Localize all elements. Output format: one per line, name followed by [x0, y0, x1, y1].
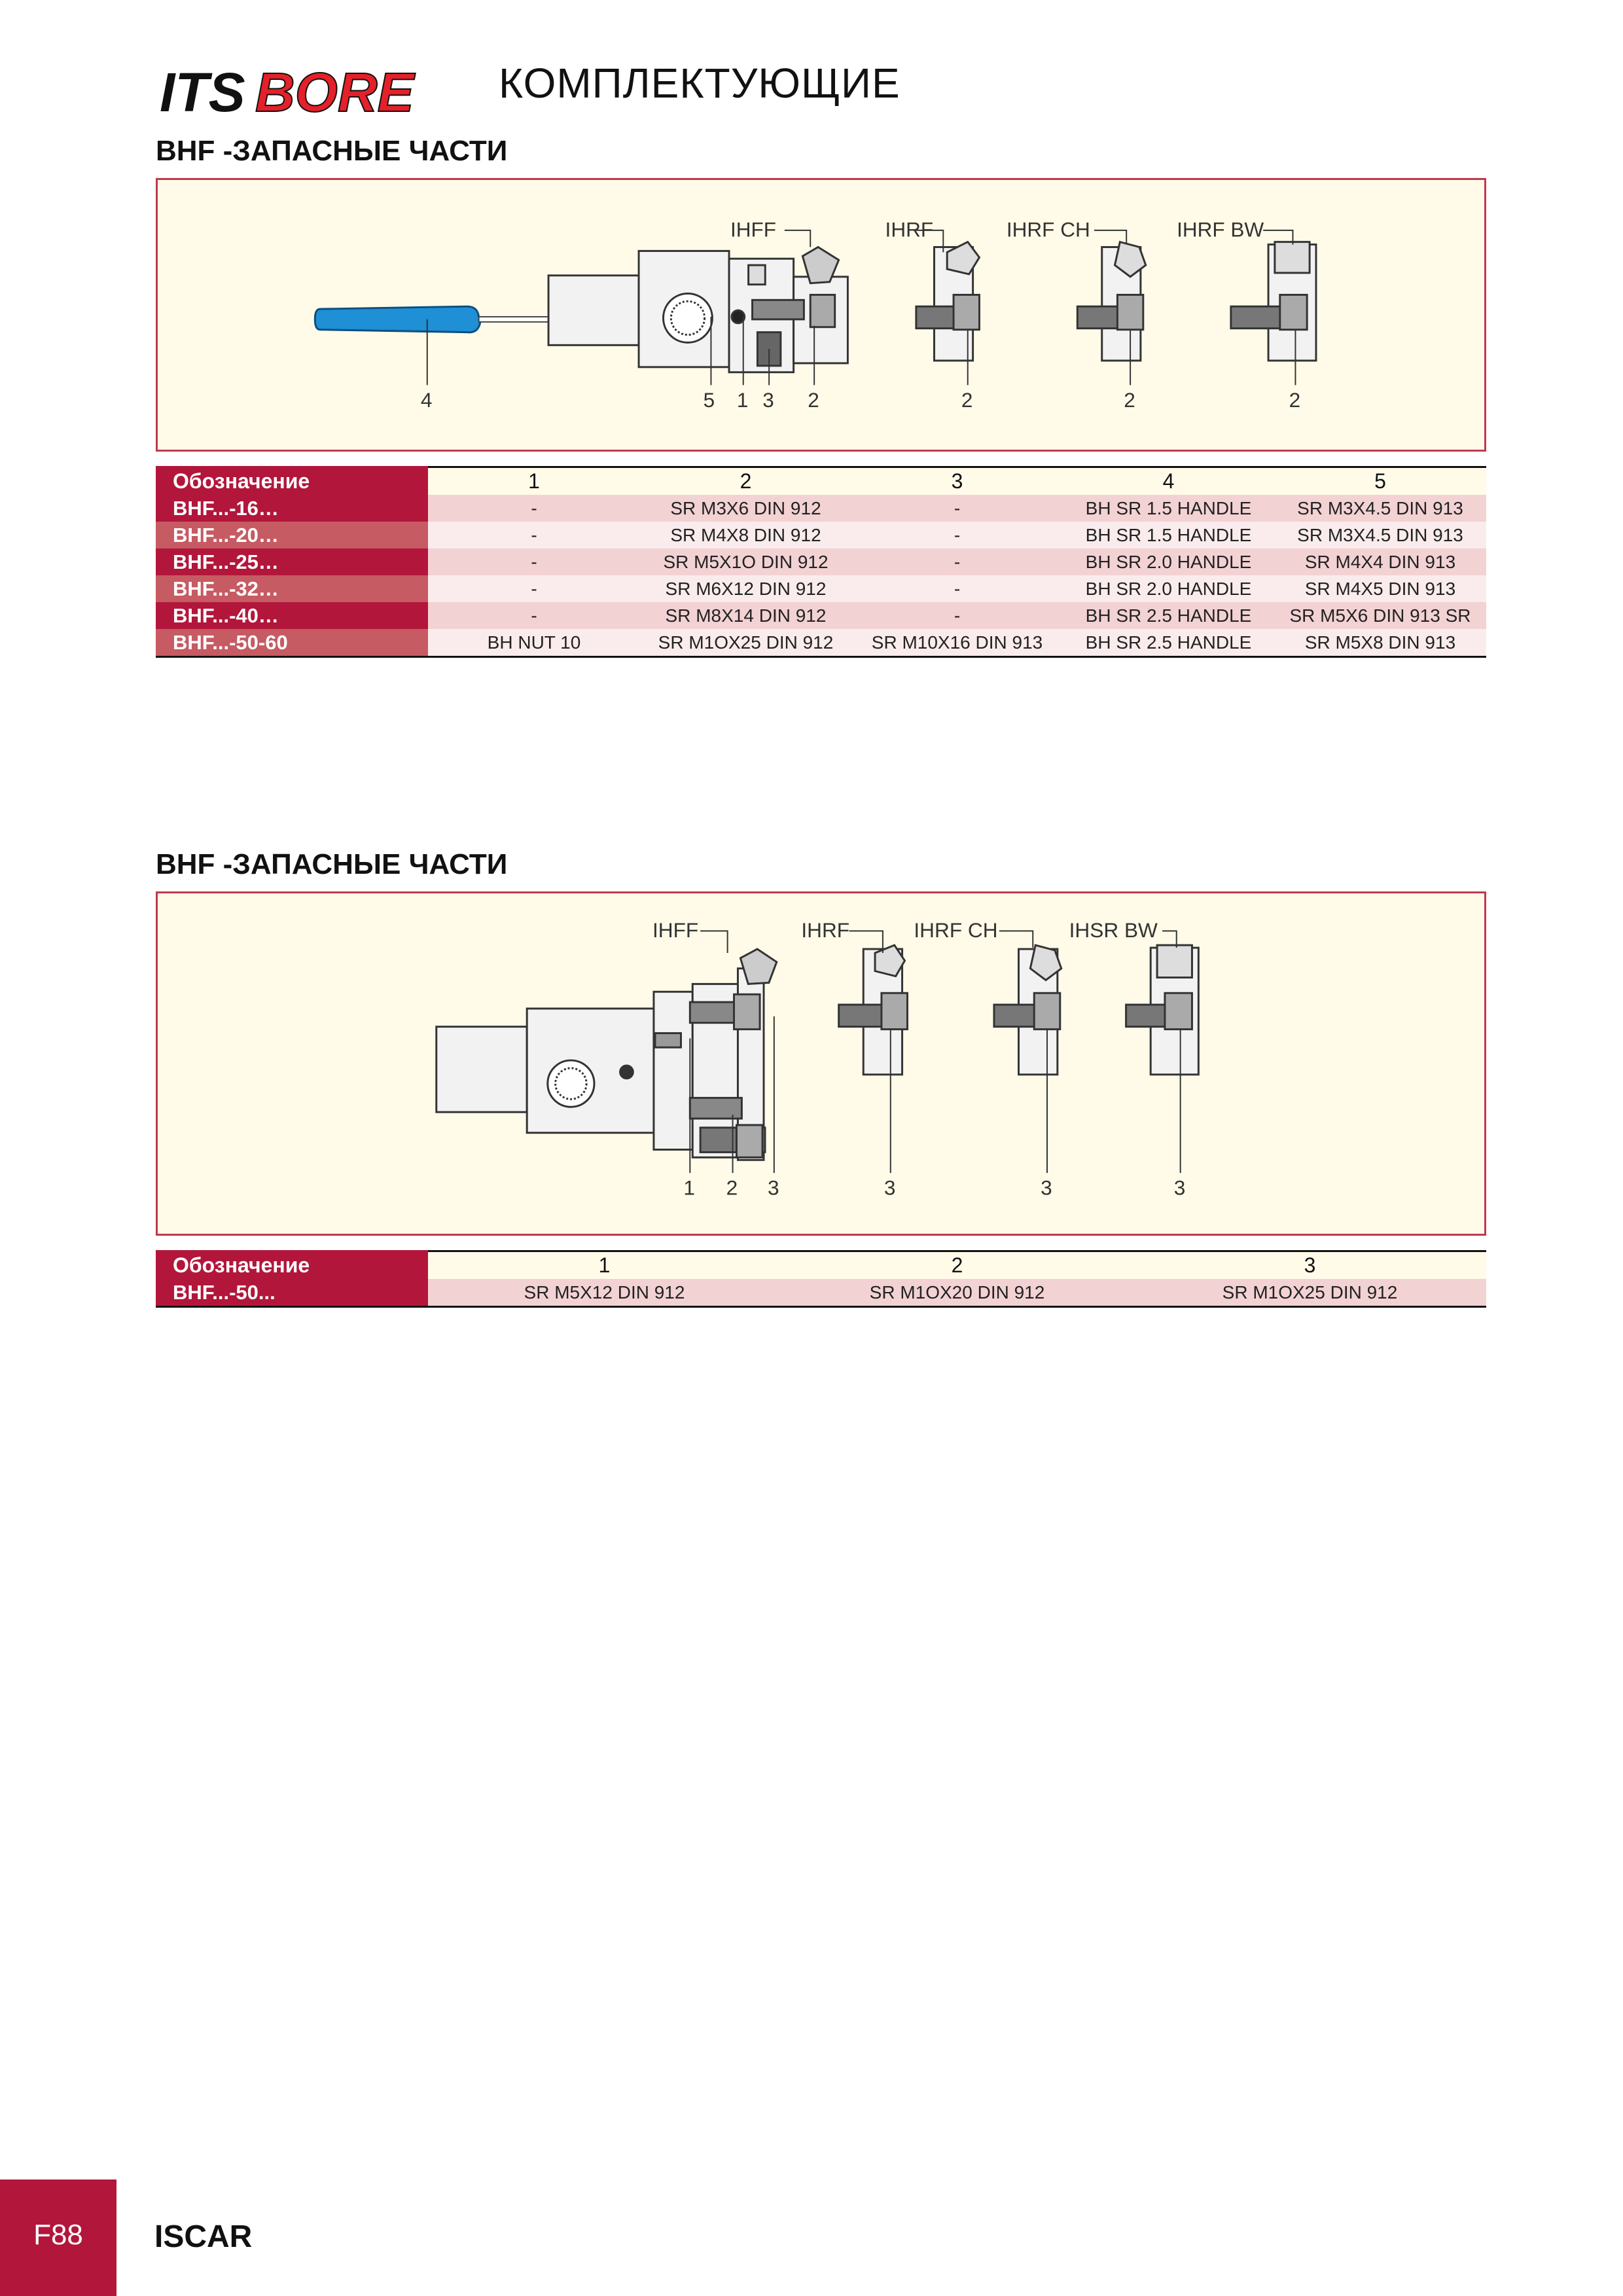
label-ihrf-ch-2: IHRF CH	[914, 918, 998, 942]
table-row	[156, 548, 1486, 575]
logo-its: ITS	[160, 62, 245, 123]
table-cell: SR M8X14 DIN 912	[640, 602, 851, 629]
callout-2a: 2	[808, 387, 819, 412]
itsbore-logo	[157, 58, 432, 123]
table-cell: SR M4X4 DIN 913	[1274, 548, 1486, 575]
table-cell: SR M5X8 DIN 913	[1274, 629, 1486, 657]
callout-3: 3	[762, 387, 774, 412]
table-cell: SR M4X5 DIN 913	[1274, 575, 1486, 602]
header-col-2: 2	[640, 467, 851, 495]
row-designation: BHF...-32…	[156, 575, 428, 602]
table-row	[156, 522, 1486, 548]
header-col-5: 5	[1274, 467, 1486, 495]
table-cell: SR M5X1O DIN 912	[640, 548, 851, 575]
table-cell: SR M1OX25 DIN 912	[640, 629, 851, 657]
table-cell: SR M1OX20 DIN 912	[781, 1279, 1133, 1307]
callout-2b: 2	[961, 387, 973, 412]
page-number: F88	[33, 2219, 83, 2251]
header-designation: Обозначение	[156, 467, 428, 495]
table-header-row	[156, 1251, 1486, 1280]
section1-title: BHF -ЗАПАСНЫЕ ЧАСТИ	[156, 135, 508, 167]
row-designation: BHF...-16…	[156, 495, 428, 522]
section1-parts-table	[156, 466, 1486, 658]
table-cell: SR M5X6 DIN 913 SR	[1274, 602, 1486, 629]
label-ihrf-bw: IHRF BW	[1177, 217, 1264, 242]
brand-name: ISCAR	[154, 2219, 253, 2254]
header-col-3: 3	[1133, 1251, 1486, 1280]
row-designation: BHF...-25…	[156, 548, 428, 575]
callout-3b: 3	[883, 1175, 896, 1200]
table-cell: -	[428, 522, 640, 548]
page-title: КОМПЛЕКТУЮЩИЕ	[499, 60, 901, 107]
header-col-1: 1	[428, 467, 640, 495]
row-designation: BHF...-20…	[156, 522, 428, 548]
table-row	[156, 575, 1486, 602]
section2-parts-table	[156, 1250, 1486, 1308]
table-cell: SR M6X12 DIN 912	[640, 575, 851, 602]
table-cell: SR M3X6 DIN 912	[640, 495, 851, 522]
header-col-4: 4	[1063, 467, 1274, 495]
table-cell: BH SR 2.0 HANDLE	[1063, 548, 1274, 575]
table-cell: -	[428, 495, 640, 522]
table-cell: -	[851, 575, 1063, 602]
callout-2c: 2	[1124, 387, 1135, 412]
table-cell: SR M1OX25 DIN 912	[1133, 1279, 1486, 1307]
table-cell: -	[428, 575, 640, 602]
table-cell: BH SR 2.5 HANDLE	[1063, 629, 1274, 657]
table-cell: -	[851, 602, 1063, 629]
label-ihff: IHFF	[730, 217, 777, 242]
callout-2d: 2	[1289, 387, 1301, 412]
header-col-1: 1	[428, 1251, 781, 1280]
table-cell: SR M10X16 DIN 913	[851, 629, 1063, 657]
callout-3a: 3	[767, 1175, 779, 1200]
table-row	[156, 495, 1486, 522]
row-designation: BHF...-50-60	[156, 629, 428, 657]
header-col-2: 2	[781, 1251, 1133, 1280]
table-cell: -	[851, 522, 1063, 548]
callout-3c: 3	[1041, 1175, 1052, 1200]
table-cell: SR M4X8 DIN 912	[640, 522, 851, 548]
section2-title: BHF -ЗАПАСНЫЕ ЧАСТИ	[156, 848, 508, 880]
table-row	[156, 629, 1486, 657]
logo-bore: BORE	[255, 62, 414, 123]
callout-2: 2	[726, 1175, 738, 1200]
label-ihrf-2: IHRF	[801, 918, 850, 942]
table-cell: BH NUT 10	[428, 629, 640, 657]
table-cell: BH SR 1.5 HANDLE	[1063, 522, 1274, 548]
row-designation: BHF...-50...	[156, 1279, 428, 1307]
table-cell: BH SR 2.0 HANDLE	[1063, 575, 1274, 602]
table-cell: SR M3X4.5 DIN 913	[1274, 522, 1486, 548]
table-row	[156, 602, 1486, 629]
section2-figure	[156, 891, 1486, 1236]
table-cell: -	[851, 495, 1063, 522]
label-ihrf: IHRF	[885, 217, 934, 242]
table-header-row	[156, 467, 1486, 495]
table-cell: BH SR 1.5 HANDLE	[1063, 495, 1274, 522]
table-row	[156, 1279, 1486, 1307]
header-col-3: 3	[851, 467, 1063, 495]
table-cell: BH SR 2.5 HANDLE	[1063, 602, 1274, 629]
row-designation: BHF...-40…	[156, 602, 428, 629]
label-ihsr-bw: IHSR BW	[1069, 918, 1158, 942]
label-ihff-2: IHFF	[652, 918, 699, 942]
table-cell: -	[851, 548, 1063, 575]
header-designation: Обозначение	[156, 1251, 428, 1280]
table-cell: -	[428, 548, 640, 575]
callout-1: 1	[736, 387, 749, 412]
section1-figure	[156, 178, 1486, 452]
callout-5: 5	[703, 387, 715, 412]
table-cell: SR M5X12 DIN 912	[428, 1279, 781, 1307]
callout-3d: 3	[1173, 1175, 1186, 1200]
label-ihrf-ch: IHRF CH	[1006, 217, 1090, 242]
table-cell: -	[428, 602, 640, 629]
callout-4: 4	[420, 387, 433, 412]
callout-1: 1	[683, 1175, 696, 1200]
table-cell: SR M3X4.5 DIN 913	[1274, 495, 1486, 522]
